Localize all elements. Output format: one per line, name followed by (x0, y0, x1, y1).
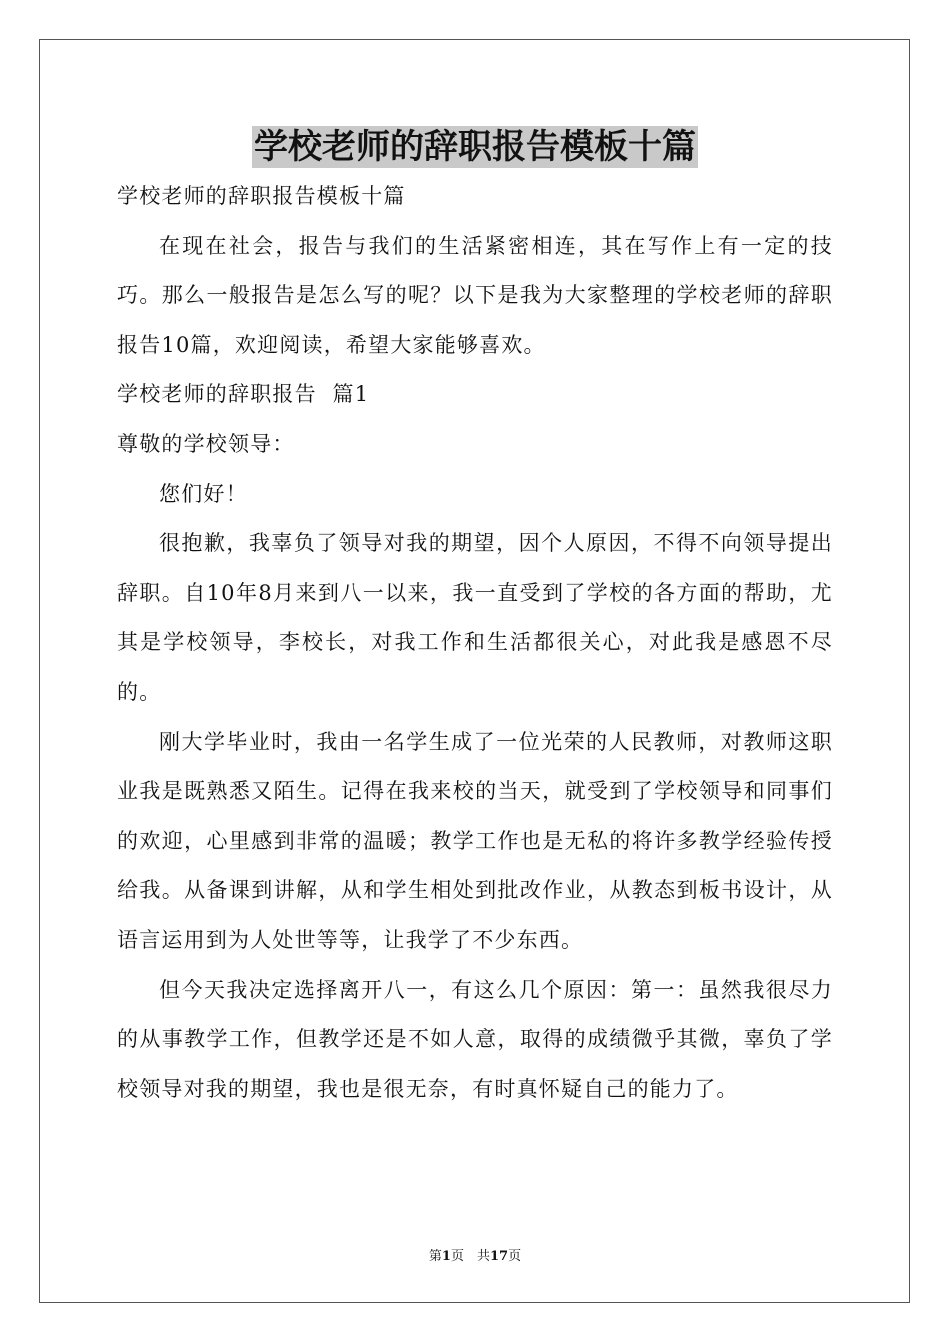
document-body (117, 172, 833, 1114)
footer-total-pages: 17 (489, 1249, 509, 1264)
section-heading: 学校老师的辞职报告 篇1 (117, 382, 370, 407)
document-title: 学校老师的辞职报告模板十篇 (254, 127, 696, 167)
page-footer (0, 1248, 950, 1266)
body-paragraph-2: 刚大学毕业时，我由一名学生成了一位光荣的人民教师，对教师这职业我是既熟悉又陌生。记得在我来校的当天，就受到了学校领导和同事们的欢迎，心里感到非常的温暖；教学工作也是无私的将许多教学经验传授给我。从备课到讲解，从和学生相处到批改作业，从教态到板书设计，从语言运用到为人处世等等，让我学了不少东西。 (117, 729, 833, 952)
footer-mid: 页 共 (450, 1249, 490, 1264)
footer-page-number: 1 (441, 1249, 451, 1264)
subtitle: 学校老师的辞职报告模板十篇 (117, 184, 406, 208)
body-paragraph-1: 很抱歉，我辜负了领导对我的期望，因个人原因，不得不向领导提出辞职。自10年8月来到八一以来，我一直受到了学校的各方面的帮助，尤其是学校领导，李校长，对我工作和生活都很关心，对此我是感恩不尽的。 (117, 531, 833, 704)
footer-prefix: 第 (428, 1249, 442, 1264)
salutation: 尊敬的学校领导： (117, 431, 295, 456)
title-container (0, 126, 950, 168)
body-paragraph-3: 但今天我决定选择离开八一，有这么几个原因：第一：虽然我很尽力的从事教学工作，但教学还是不如人意，取得的成绩微乎其微，辜负了学校领导对我的期望，我也是很无奈，有时真怀疑自己的能力了。 (117, 977, 833, 1101)
footer-suffix: 页 (508, 1249, 522, 1264)
intro-paragraph: 在现在社会，报告与我们的生活紧密相连，其在写作上有一定的技巧。那么一般报告是怎么写的呢？以下是我为大家整理的学校老师的辞职报告10篇，欢迎阅读，希望大家能够喜欢。 (117, 233, 833, 357)
greeting: 您们好！ (159, 481, 248, 506)
